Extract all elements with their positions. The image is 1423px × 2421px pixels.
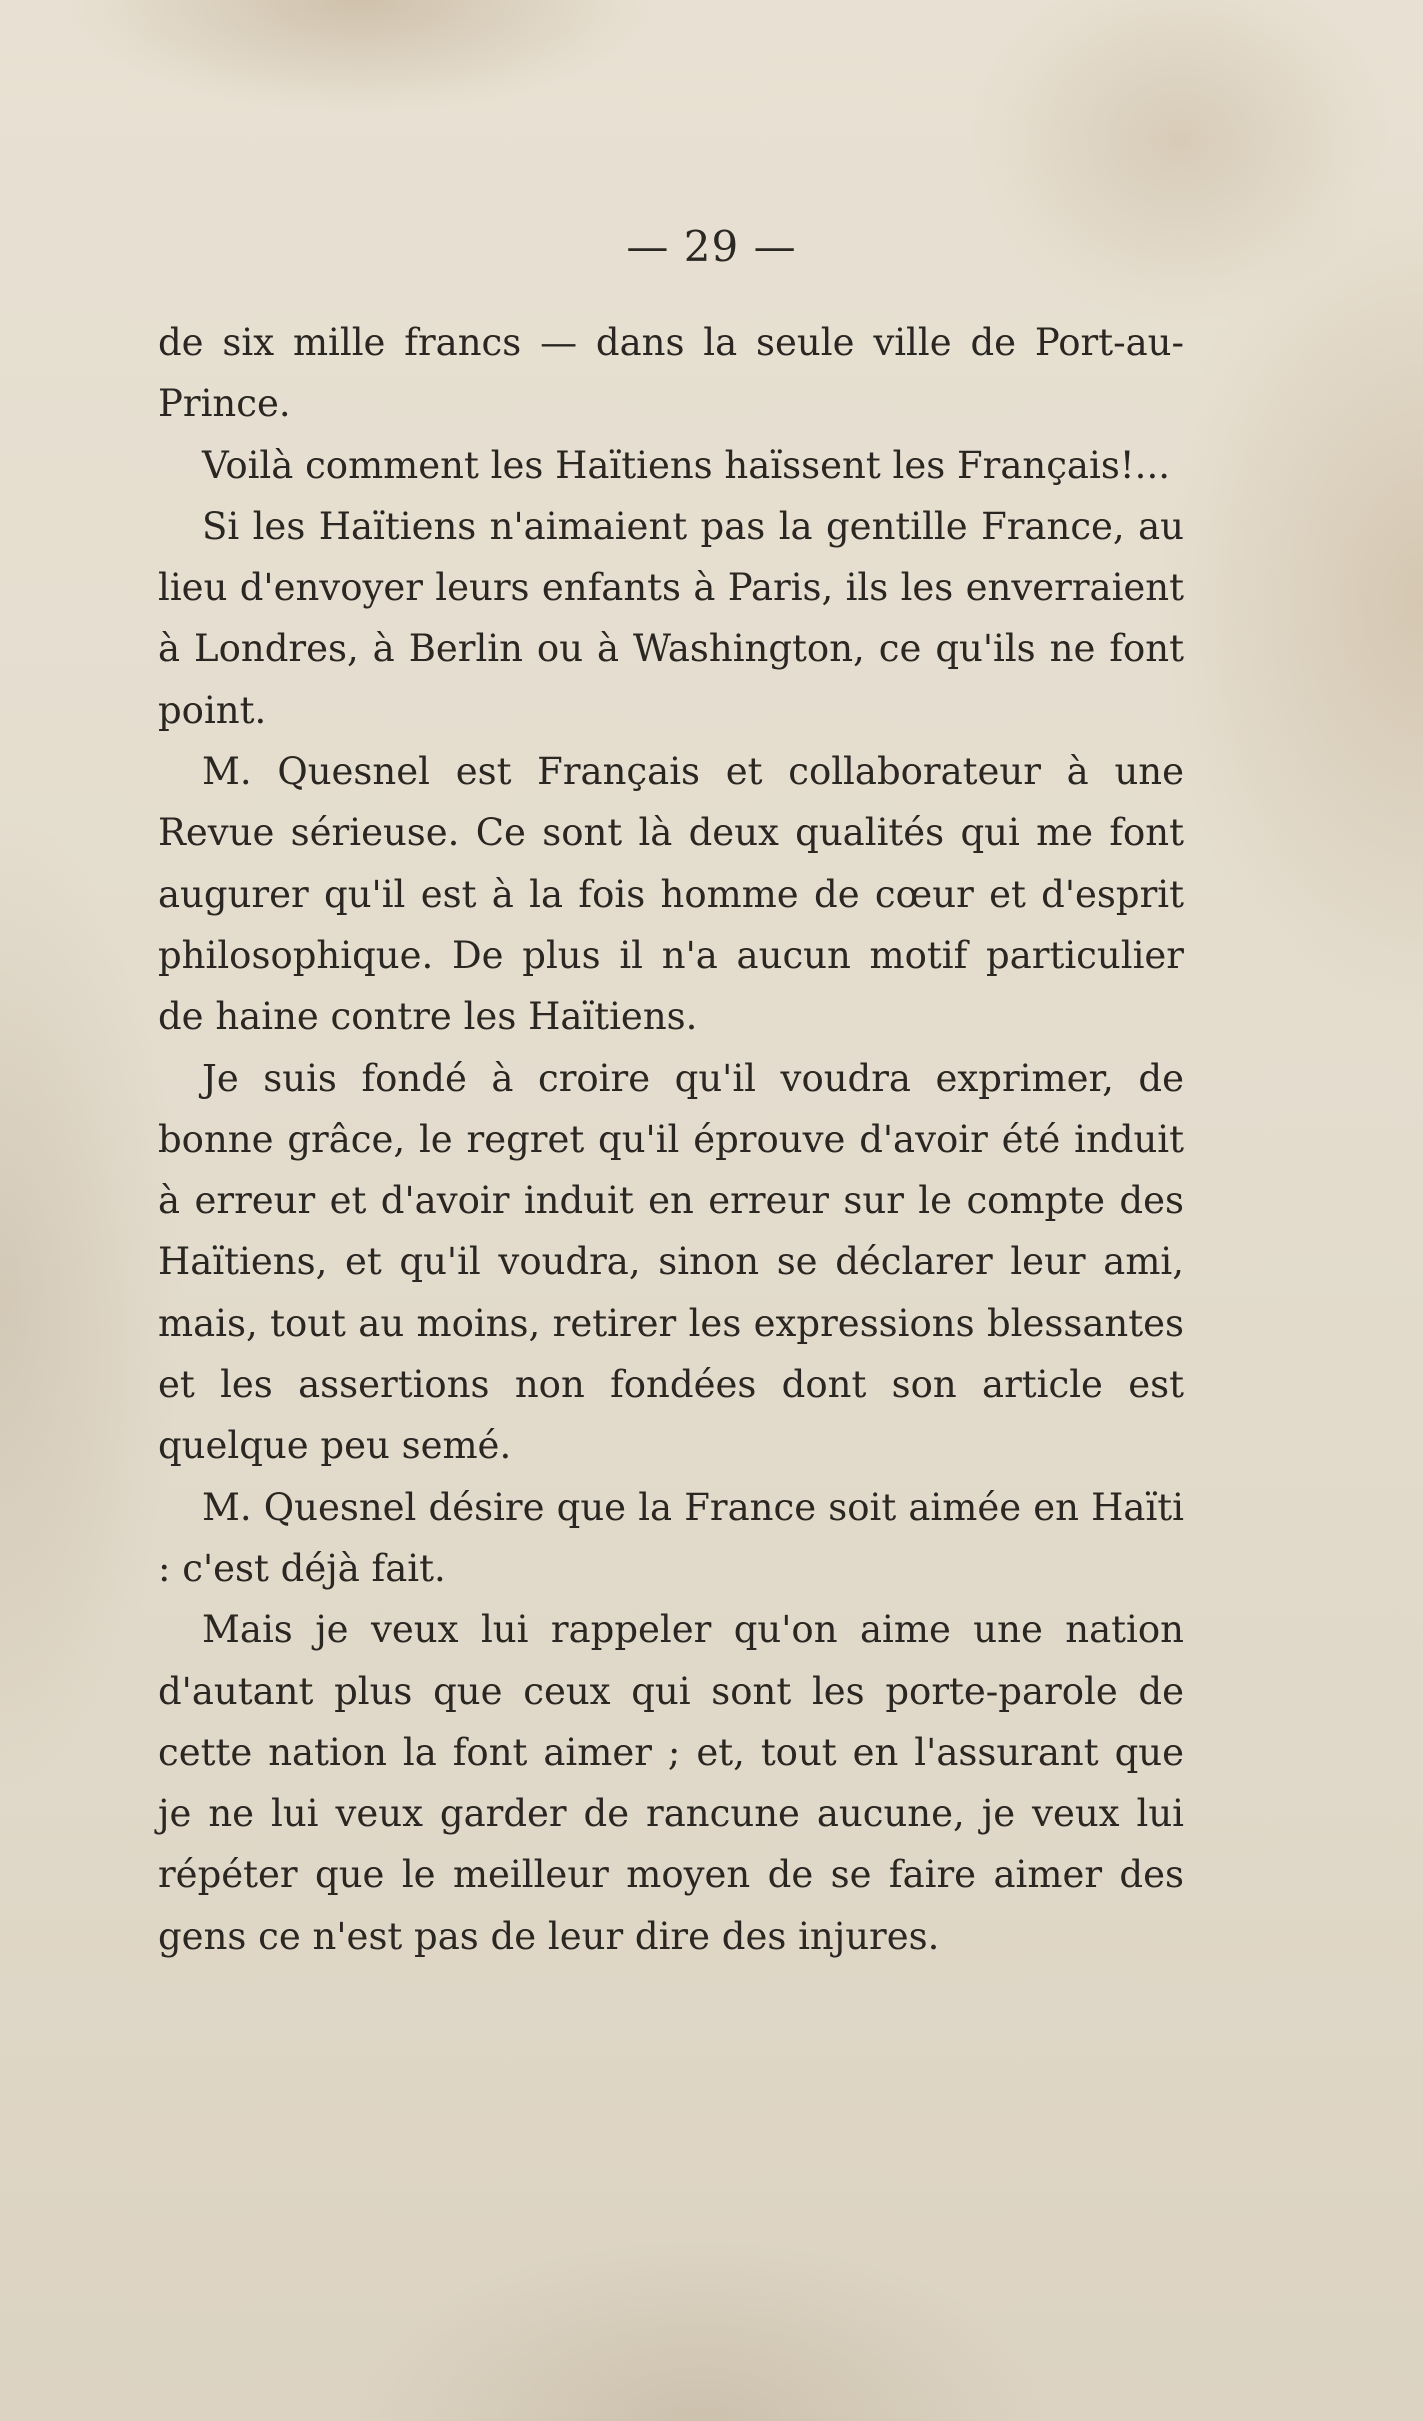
paragraph: M. Quesnel est Français et collaborateur à une Revue sérieuse. Ce sont là deux qualités qui me font augurer qu'il est à la fois homme de cœur et d'esprit philosophique. De plus il n'a aucun motif particulier de haine contre les Haïtiens. xyxy=(158,750,1184,1039)
text-body xyxy=(158,312,1184,1967)
paragraph: M. Quesnel désire que la France soit aimée en Haïti : c'est déjà fait. xyxy=(158,1485,1184,1590)
paragraph: Voilà comment les Haïtiens haïssent les Français!... xyxy=(202,443,1170,487)
paragraph-continuation: de six mille francs — dans la seule ville de Port-au-Prince. xyxy=(158,321,1184,426)
paragraph: Je suis fondé à croire qu'il voudra exprimer, de bonne grâce, le regret qu'il éprouve d'avoir été induit à erreur et d'avoir induit en erreur sur le compte des Haïtiens, et qu'il voudra, sinon se déclarer leur ami, mais, tout au moins, retirer les expressions blessantes et les assertions non fondées dont son article est quelque peu semé. xyxy=(158,1056,1184,1468)
paragraph: Mais je veux lui rappeler qu'on aime une nation d'autant plus que ceux qui sont les porte-parole de cette nation la font aimer ; et, tout en l'assurant que je ne lui veux garder de rancune aucune, je veux lui répéter que le meilleur moyen de se faire aimer des gens ce n'est pas de leur dire des injures. xyxy=(158,1608,1184,1958)
paragraph: Si les Haïtiens n'aimaient pas la gentille France, au lieu d'envoyer leurs enfants à Paris, ils les enverraient à Londres, à Berlin ou à Washington, ce qu'ils ne font point. xyxy=(158,504,1184,732)
page-number: — 29 — xyxy=(626,222,797,271)
